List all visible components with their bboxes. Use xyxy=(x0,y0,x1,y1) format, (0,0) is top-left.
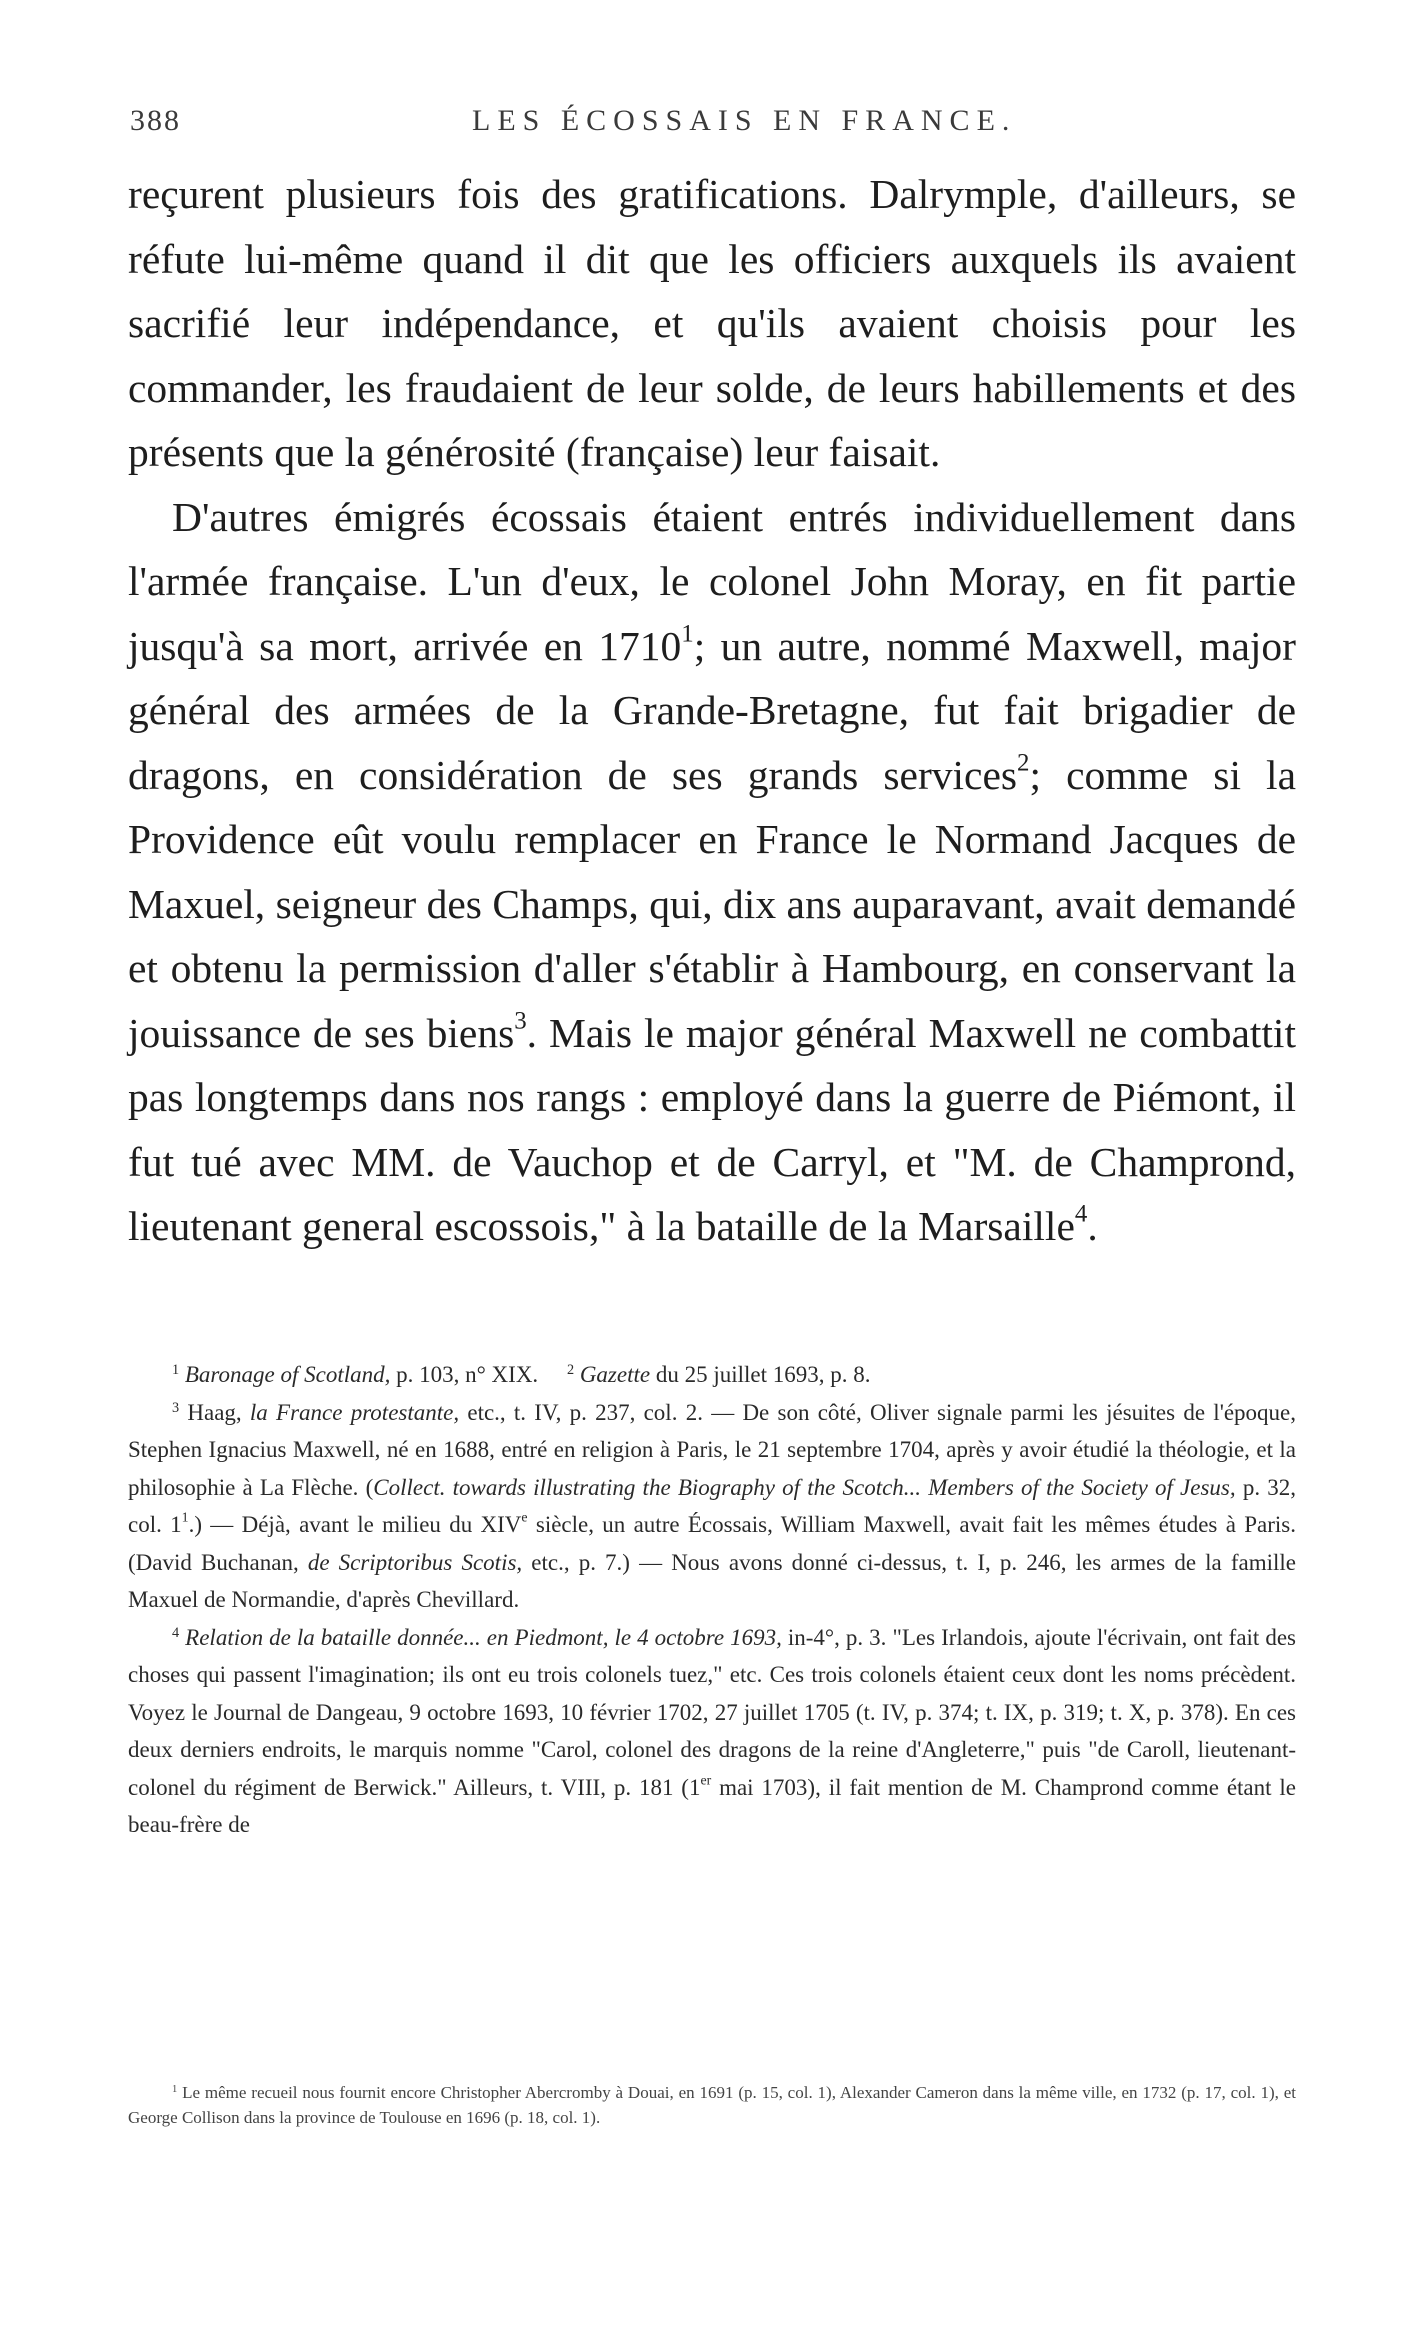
footnote-3-text-c: p. 32, col. 1 xyxy=(128,1474,1297,1537)
running-title: LES ÉCOSSAIS EN FRANCE. xyxy=(472,104,1017,137)
footnote-3-text-b: etc., t. IV, p. 237, col. 2. — De son côté, Oliver signale parmi les jésuites de l'époque, Stephen Ignacius Maxwell, né en 1688, entré en religion à Paris, le 21 septembre 1704, après y avoir étudié la théologie, et la philosophie à La Flèche. ( xyxy=(128,1399,1296,1500)
paragraph-2-part-d: . Mais le major général Maxwell ne combattit pas longtemps dans nos rangs : employé dans la guerre de Piémont, il fut tué avec MM. de Vauchop et de Carryl, et "M. de Champrond, lieutenant general escossois," à la bataille de la Marsaille xyxy=(128,1009,1296,1249)
footnote-4 xyxy=(128,1619,1296,1844)
footnote-ref-4: 4 xyxy=(1074,1200,1088,1228)
sub-footnote-1 xyxy=(128,2080,1296,2130)
footnote-4-mark: 4 xyxy=(172,1624,180,1641)
footnote-3-title-2: Collect. towards illustrating the Biography of the Scotch... Members of the Society of Jesus, xyxy=(373,1474,1236,1500)
paragraph-2-part-b: ; un autre, nommé Maxwell, major général des armées de la Grande-Bretagne, fut fait brigadier de dragons, en considération de ses grands services xyxy=(128,622,1296,798)
footnote-3-title-1: la France protestante, xyxy=(249,1399,460,1425)
footnote-3-text-f: etc., p. 7.) — Nous avons donné ci-dessus, t. I, p. 246, les armes de la famille Maxuel de Normandie, d'après Chevillard. xyxy=(128,1549,1296,1612)
footnote-4-sup: er xyxy=(700,1772,712,1788)
footnote-4-text-b: mai 1703), il fait mention de M. Champrond comme étant le beau-frère de xyxy=(128,1774,1296,1837)
paragraph-1: reçurent plusieurs fois des gratifications. Dalrymple, d'ailleurs, se réfute lui-même quand il dit que les officiers auxquels ils avaient sacrifié leur indépendance, et qu'ils avaient choisis pour les commander, les fraudaient de leur solde, de leurs habillements et des présents que la générosité (française) leur faisait. xyxy=(128,171,1296,475)
footnote-1-mark: 1 xyxy=(172,1362,180,1379)
paragraph-2-part-a: D'autres émigrés écossais étaient entrés individuellement dans l'armée française. L'un d'eux, le colonel John Moray, en fit partie jusqu'à sa mort, arrivée en 1710 xyxy=(128,493,1296,669)
main-text xyxy=(128,162,1296,1259)
footnote-2-title: Gazette xyxy=(579,1362,651,1387)
paragraph-2-part-e: . xyxy=(1087,1203,1098,1249)
footnote-2-mark: 2 xyxy=(566,1362,575,1379)
page-number: 388 xyxy=(130,104,181,137)
footnote-ref-2: 2 xyxy=(1017,748,1030,776)
paragraph-2 xyxy=(128,485,1296,1259)
footnote-4-text-a: in-4°, p. 3. "Les Irlandois, ajoute l'écrivain, ont fait des choses qui passent l'imagination; ils ont eu trois colonels tuez," etc. Ces trois colonels étaient ceux dont les noms précèdent. Voyez le Journal de Dangeau, 9 octobre 1693, 10 février 1702, 27 juillet 1705 (t. IV, p. 374; t. IX, p. 319; t. X, p. 378). En ces deux derniers endroits, le marquis nomme "Carol, colonel des dragons de la reine d'Angleterre," puis "de Caroll, lieutenant-colonel du régiment de Berwick." Ailleurs, t. VIII, p. 181 (1 xyxy=(128,1624,1297,1800)
paragraph-2-part-c: ; comme si la Providence eût voulu remplacer en France le Normand Jacques de Maxuel, seigneur des Champs, qui, dix ans auparavant, avait demandé et obtenu la permission d'aller s'établir à Hambourg, en conservant la jouissance de ses biens xyxy=(128,751,1296,1056)
footnote-1-title: Baronage of Scotland, xyxy=(184,1362,391,1387)
footnote-3 xyxy=(128,1394,1296,1619)
footnote-3-century-sup: e xyxy=(521,1509,528,1525)
footnote-3-mark: 3 xyxy=(172,1399,180,1416)
footnote-3-subnote-ref: 1 xyxy=(181,1509,189,1525)
sub-footnote-text: Le même recueil nous fournit encore Christopher Abercromby à Douai, en 1691 (p. 15, col. 1), Alexander Cameron dans la même ville, en 1732 (p. 17, col. 1), et George Collison dans la province de Toulouse en 1696 (p. 18, col. 1). xyxy=(128,2083,1296,2127)
footnote-3-text-e: siècle, un autre Écossais, William Maxwell, avait fait les mêmes études à Paris. (David Buchanan, xyxy=(128,1512,1296,1575)
footnote-3-text-d: .) — Déjà, avant le milieu du XIV xyxy=(188,1512,522,1537)
footnote-2-text: du 25 juillet 1693, p. 8. xyxy=(650,1362,871,1387)
footnote-1-2 xyxy=(128,1356,1296,1394)
footnote-ref-1: 1 xyxy=(681,619,694,647)
footnotes xyxy=(128,1356,1296,1844)
footnote-3-title-3: de Scriptoribus Scotis, xyxy=(307,1549,523,1575)
footnote-1-text: p. 103, n° XIX. xyxy=(390,1362,539,1387)
footnote-ref-3: 3 xyxy=(514,1006,527,1034)
footnote-3-text-a: Haag, xyxy=(179,1399,250,1425)
running-header xyxy=(130,104,1290,148)
sub-footnote-mark: 1 xyxy=(172,2084,178,2096)
footnote-4-title: Relation de la bataille donnée... en Piedmont, le 4 octobre 1693, xyxy=(185,1624,782,1650)
sub-footnote xyxy=(128,2080,1296,2130)
